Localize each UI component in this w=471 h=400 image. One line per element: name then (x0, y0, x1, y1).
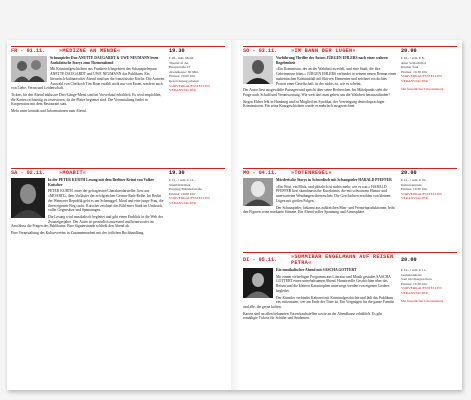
event-paragraph: Der Schauspieler, bekannt aus zahlreichen Film- und Fernsehproduktionen, leiht den Figuren seine markante Stimme. Ein Abend voller Spannung und Atmosphäre. (243, 205, 395, 215)
info-line: Einlass: 19.30 Uhr (401, 69, 428, 74)
event-date: FR - 01.11. (11, 48, 46, 54)
info-red: VORVERKAUFSSTELLEN (401, 74, 442, 79)
event-sa-0211 (11, 168, 225, 238)
info-red: VORVERKAUFSSTELLEN (169, 83, 210, 88)
info-line: Einlass: 19.00 Uhr (169, 74, 196, 79)
event-di-0511 (243, 252, 457, 323)
event-date: DI - 05.11. (243, 257, 278, 263)
event-subtitle: Mörderische Storys in Schwedisch mit Schauspieler HARALD PFEFFER (276, 178, 392, 182)
event-title: »MEDIZNE AN MENDE« (59, 48, 121, 54)
event-paragraph: Karten sind an allen bekannten Vorverkaufsstellen sowie an der Abendkasse erhältlich. Es gibt ermäßigte Tickets für Schüler und Studenten. (243, 311, 383, 321)
info-line: Einlass: 19.30 Uhr (401, 187, 428, 192)
event-time: 19.30 (169, 170, 185, 176)
info-line: Saal im Obergeschoss (401, 277, 432, 282)
event-info (169, 56, 225, 116)
author-photo (243, 56, 273, 86)
event-body (243, 56, 457, 111)
event-paragraph: Der Künstler verbindet Kabarett mit Kriminalgeschichte und lädt das Publikum ein, mitzuraten, wer am Ende der Täter ist. Ein Vergnügen für die ganze Familie und alle, die gerne lachen. (243, 295, 395, 309)
info-line: Stadtbibliothek (169, 182, 191, 187)
event-time: 20.00 (401, 48, 417, 54)
event-body (243, 178, 457, 217)
info-line: € 28,- inkl. Menü (169, 56, 194, 60)
info-line: Gemeindehaus (401, 272, 422, 277)
event-title: »TOTENREGEL« (291, 170, 332, 176)
event-paragraph: Der Autor liest ausgewählte Passagen und spricht über seine Recherchen. Im Mittelpunkt steht die Frage nach Schuld und Verantwortung. Wie weit darf man gehen, um die Wahrheit herauszufinden? (243, 88, 390, 97)
info-line: Reservierung erbeten (169, 78, 199, 83)
event-description (11, 56, 169, 116)
event-description (243, 178, 401, 217)
info-red: VERANSTALTER (169, 200, 196, 205)
event-paragraph: Mit einem vielseitigen Programm aus Literatur und Musik gestaltet SASCHA GOTTERT einen unterhaltsamen Abend. Humorvolle Geschichten über das Reisen und die kleinen Katastrophen unterwegs werden von eigenen Liedern begleitet. (276, 274, 391, 293)
event-subtitle: In der PETER KURTH Lesung mit dem Berliner Krimi von Volker Kutscher (48, 178, 154, 187)
event-info (401, 56, 457, 111)
event-time: 20.00 (401, 257, 417, 263)
event-body (11, 56, 225, 116)
event-paragraph: Mehr unter kontakt und Informationen zum Abend. (11, 109, 87, 114)
event-paragraph: »Ein Wort, ein Blick, und plötzlich ist nichts mehr, wie es war.« HARALD PFEFFER liest skandinavische Kurzkrimis, die mit schwarzem Humor und unerwarteten Wendungen überraschen. Die Geschichten erzählen von kleinen Lügen mit großen Folgen. (276, 184, 391, 203)
event-info (401, 178, 457, 217)
info-line: Kleiner Saal (401, 65, 419, 70)
event-description (11, 178, 169, 238)
event-header (11, 46, 225, 54)
event-date: MO - 04.11. (243, 170, 278, 176)
event-date: SA - 02.11. (11, 170, 46, 176)
info-line: Alter Schlachthof (401, 60, 426, 65)
info-line: Eingang Bahnhofstraße (169, 187, 202, 192)
event-header (243, 252, 457, 266)
event-description (243, 56, 401, 111)
event-header (243, 168, 457, 176)
event-subtitle: Vorführung Thriller des Autors JÜRGEN EHLERS nach einer wahren Begebenheit (276, 56, 388, 65)
info-line: Kulturzentrum (401, 182, 422, 187)
event-title: »IM BANN DER LÜGEN« (291, 48, 356, 54)
event-header (11, 168, 225, 176)
event-body (11, 178, 225, 238)
event-time: 19.30 (169, 48, 185, 54)
author-photo (11, 56, 47, 84)
info-red: VERANSTALTER (169, 88, 196, 93)
brochure-spread (7, 40, 462, 390)
author-photo (243, 268, 273, 300)
event-paragraph: Jürgen Ehlers lebt in Hamburg und ist Mitglied im Syndikat, der Vereinigung deutschsprachiger Krimiautoren. Für seine Kurzgeschichten wurde er mehrfach ausgezeichnet. (243, 99, 385, 109)
info-line: Abendkasse: 30 Min. (169, 69, 199, 74)
info-line: € 10,- / erm. € 8,- (401, 56, 426, 60)
info-red: VORVERKAUFSSTELLEN (401, 191, 442, 196)
info-red: VERANSTALTER (401, 78, 428, 83)
event-subtitle: Ein musikalischer Abend mit SASCHA GOTTERT (276, 268, 357, 272)
event-paragraph: PETER KURTH, einer der gefragtesten Charakterdarsteller, liest aus »MOABIT«, dem Vorläufer der erfolgreichen Gereon-Rath-Reihe. Im Berlin der Weimarer Republik geht es um Schmuggel, Mord und eine junge Frau, die ihren eigenen Weg sucht. Kutscher zeichnet das Bild einer Stadt im Umbruch, voller Gegensätze und Spannungen. (48, 189, 164, 213)
info-line: Einlass: 19.00 Uhr (169, 191, 196, 196)
info-line: Einlass: 19.30 Uhr (401, 281, 428, 286)
info-red: VORVERKAUFSSTELLEN (401, 286, 442, 291)
event-paragraph: Tickets für den Abend inklusive Drei-Gänge-Menü sind im Vorverkauf erhältlich. Es wird empfohlen, die Karten rechtzeitig zu reservieren, da die Plätze begrenzt sind. Die Veranstaltung findet in Kooperation mit dem Restaurant statt. (11, 92, 162, 107)
info-line: € 15,- / erm. € 12,- (169, 178, 196, 182)
event-paragraph: »Ein Kommissar, der an der Wahrheit zweifelt, und eine Stadt, die ihre Geheimnisse hütet.« JÜRGEN EHLERS verbindet in seinem neuen Roman einen authentischen Kriminalfall mit fiktiven Elementen und zeichnet ein dichtes Porträt einer Gesellschaft, in der nichts ist, wie es scheint. (276, 67, 397, 86)
event-time: 20.00 (401, 170, 417, 176)
author-photo (11, 178, 45, 220)
event-title: »MOABIT« (59, 170, 87, 176)
event-paragraph: Die Lesung wird musikalisch begleitet und gibt einen Einblick in die Welt der Zwanzigerjahre. Der Autor ist persönlich anwesend und beantwortet im Anschluss die Fragen des Publikums. Eine Signierstunde schließt den Abend ab. (11, 214, 163, 229)
page-gutter (231, 40, 241, 390)
event-info (401, 268, 457, 323)
author-photo (243, 178, 273, 208)
event-date: SO - 03.11. (243, 48, 278, 54)
event-body (243, 268, 457, 323)
info-red: VERANSTALTER (401, 196, 428, 201)
event-info (169, 178, 225, 238)
info-red: VERANSTALTER (401, 290, 428, 295)
event-mo-0411 (243, 168, 457, 217)
event-subtitle: Schauspieler Duo ANETTE DAUGARDT & UWE NEUMANN lesen Anekdotische Storys zum Themenabend (50, 56, 159, 65)
event-so-0311 (243, 46, 457, 111)
event-paragraph: Mit Kriminalgeschichten aus Frankreich begeistert das Schauspielerpaar ANETTE DAUGARDT und UWE NEUMANN das Publikum. Ein literarisch-kulinarischer Abend rund um die französische Küche. Die Autoren Auswahl von Chefkoch Tim Raue erzählt nicht nur von Essen, sondern auch von Liebe, Verrat und Leidenschaft. (11, 67, 165, 91)
info-line: € 14,- / erm. € 11,- (401, 268, 428, 272)
sponsor-note: Mit freundlicher Unterstützung (401, 298, 444, 303)
event-header (243, 46, 457, 54)
event-fr-0111 (11, 46, 225, 116)
sponsor-note: Mit freundlicher Unterstützung (401, 86, 444, 91)
info-line: Hauptstraße 13 (169, 65, 191, 70)
event-title: »SUMMIBAR ENGELMANN AUF REISEN PETRA« (291, 254, 394, 266)
event-paragraph: Eine Veranstaltung des Kulturvereins in Zusammenarbeit mit der örtlichen Buchhandlung. (11, 231, 145, 236)
info-red: VORVERKAUFSSTELLEN (169, 196, 210, 201)
event-description (243, 268, 401, 323)
info-line: Theater in der (169, 60, 189, 65)
info-line: € 12,- / erm. € 10,- (401, 178, 428, 182)
